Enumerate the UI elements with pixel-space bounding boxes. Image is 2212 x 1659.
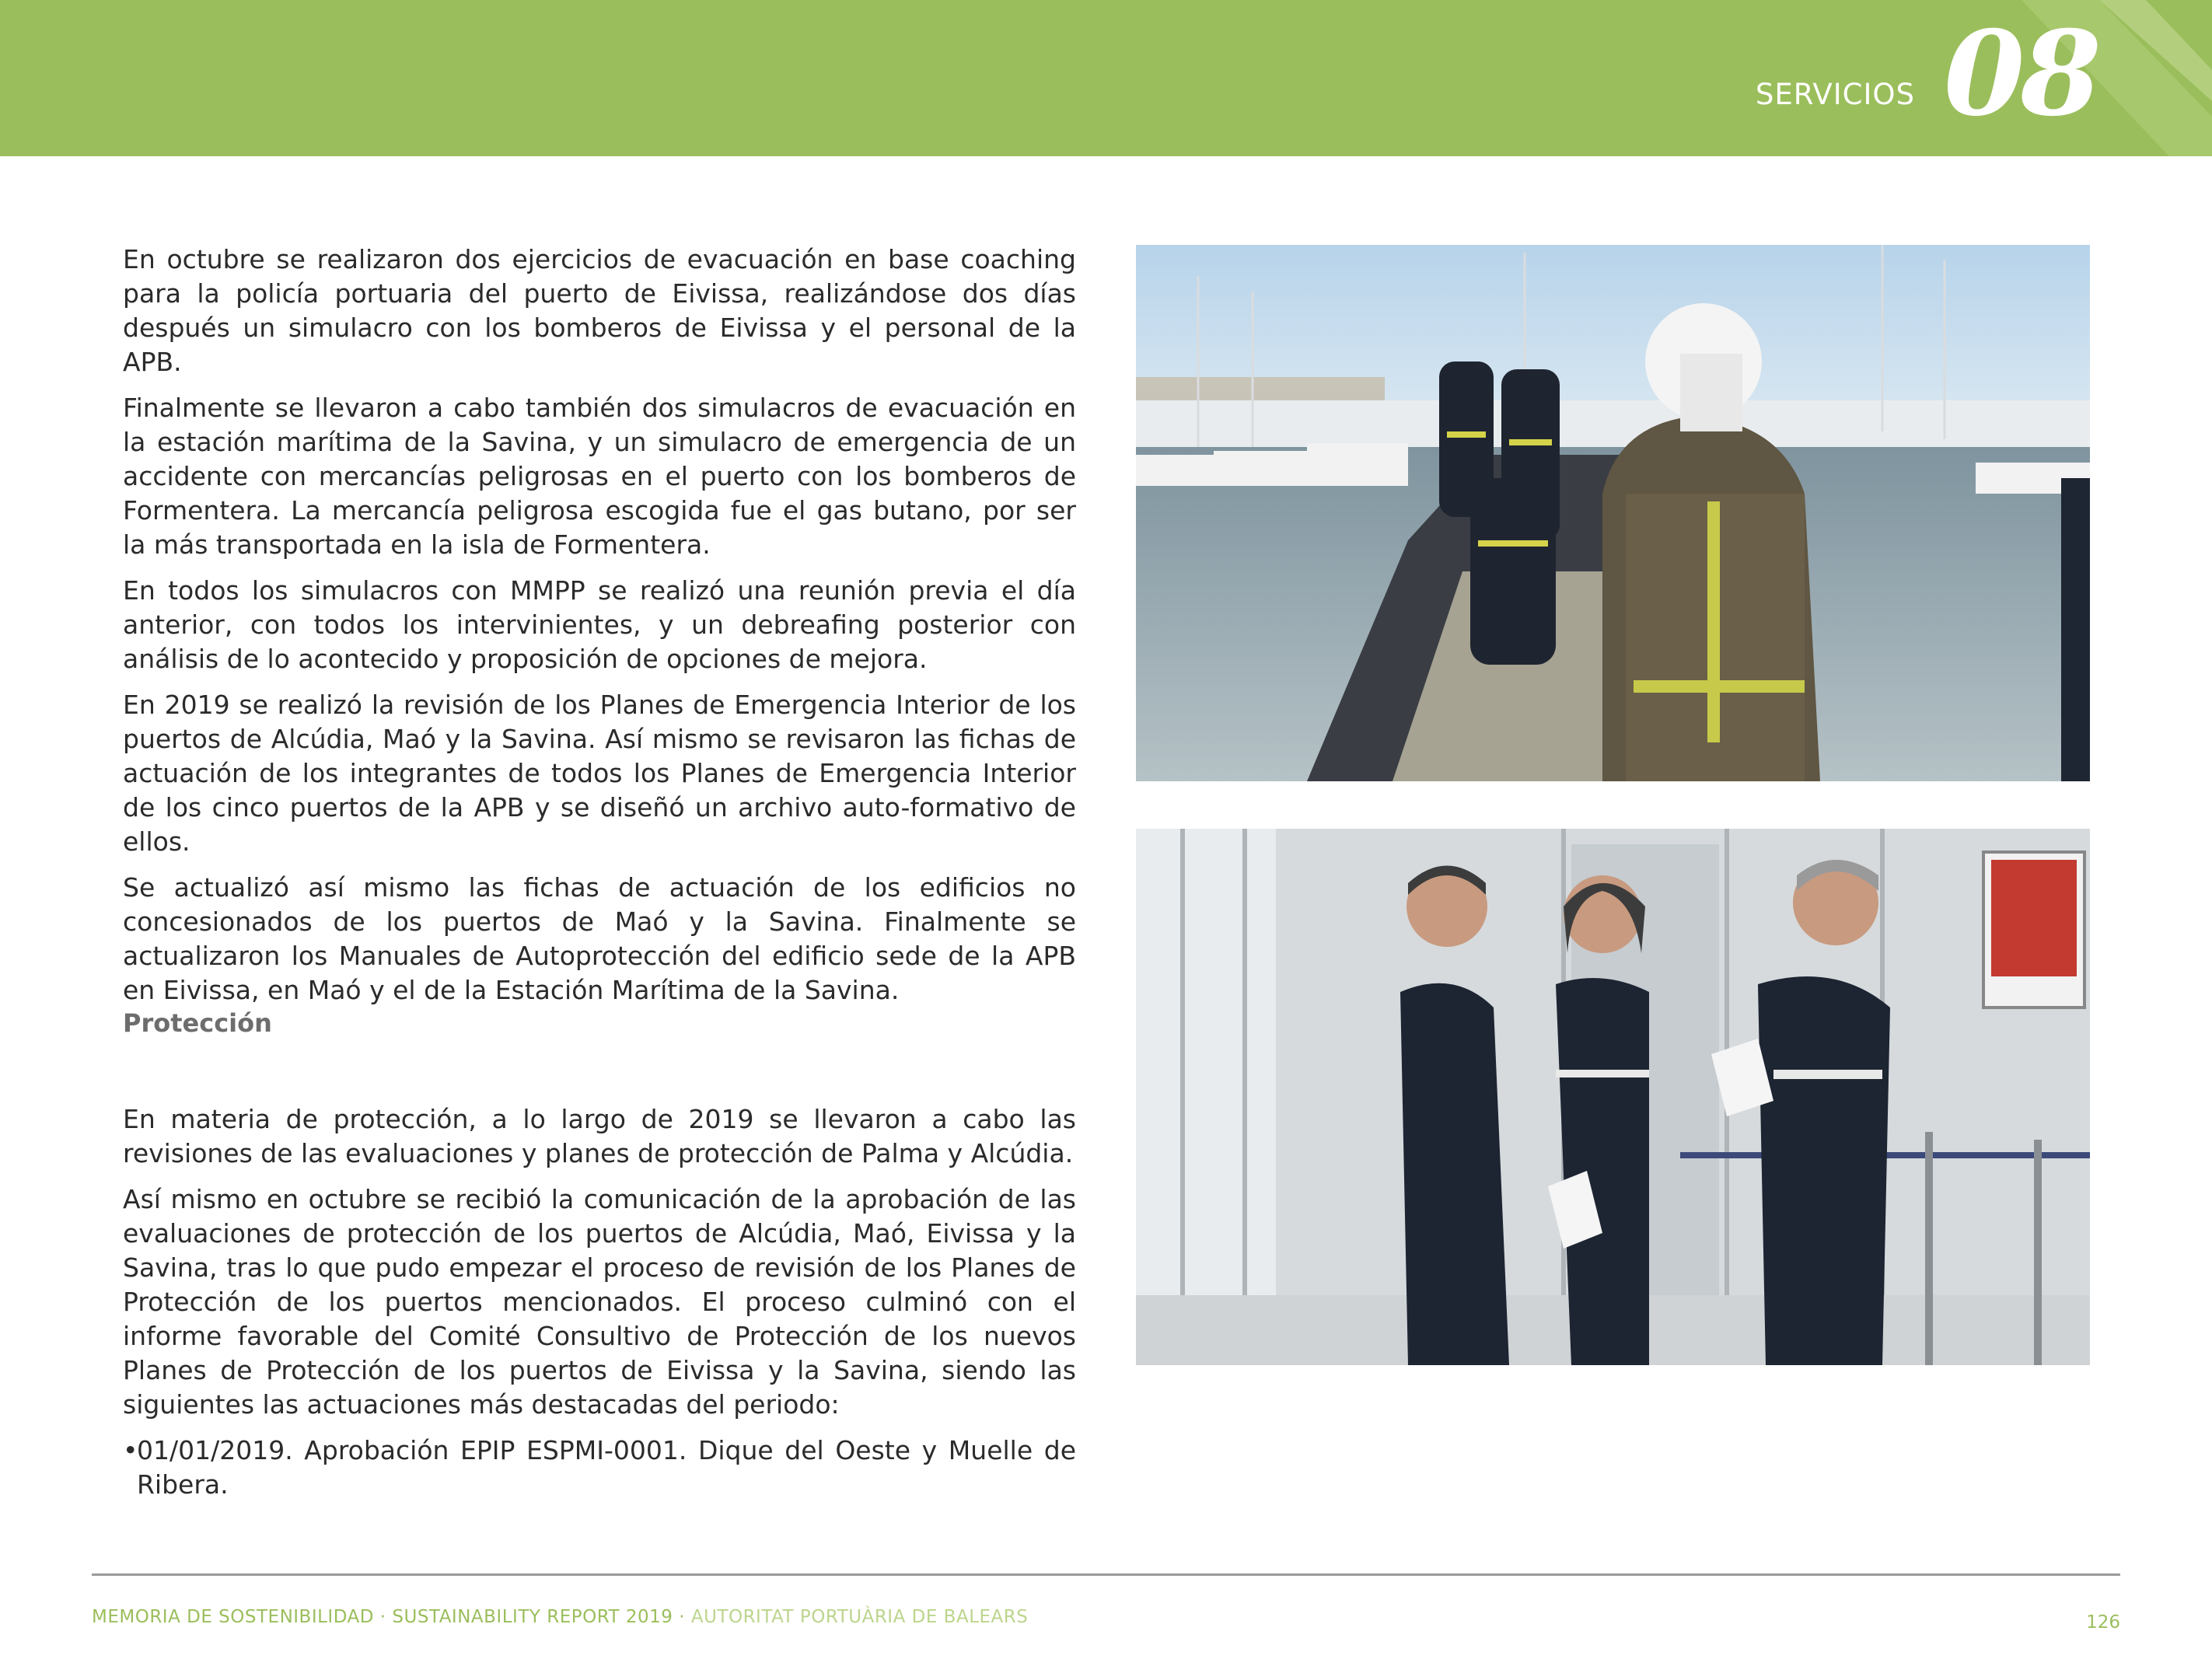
footer-rule	[92, 1573, 2120, 1576]
footer-text	[92, 1607, 1028, 1627]
body-text-block-1	[123, 243, 1076, 1019]
section-title: SERVICIOS	[1755, 78, 1915, 111]
paragraph: Así mismo en octubre se recibió la comunicación de la aprobación de las evaluaciones de protección de los puertos de Alcúdia, Maó, Eivissa y la Savina, tras lo que pudo empezar el proceso de revisión de los Planes de Protección de los puertos mencionados. El proceso culminó con el informe favorable del Comité Consultivo de Protección de los nuevos Planes de Protección de los puertos de Eivissa y la Savina, siendo las siguientes las actuaciones más destacadas del periodo:	[123, 1184, 1076, 1420]
section-number: 08	[1944, 5, 2097, 142]
paragraph: En todos los simulacros con MMPP se realizó una reunión previa el día anterior, con todos los intervinientes, y un debreafing posterior con análisis de lo acontecido y proposición de opciones de mejora.	[123, 575, 1076, 674]
body-text-block-2	[123, 1102, 1076, 1502]
footer-report-title: MEMORIA DE SOSTENIBILIDAD · SUSTAINABILITY REPORT 2019 ·	[92, 1607, 691, 1627]
paragraph: Finalmente se llevaron a cabo también dos simulacros de evacuación en la estación marítima de la Savina, y un simulacro de emergencia de un accidente con mercancías peligrosas en el puerto con los bomberos de Formentera. La mercancía peligrosa escogida fue el gas butano, por ser la más transportada en la isla de Formentera.	[123, 393, 1076, 560]
list-item	[123, 1434, 1076, 1502]
paragraph: En octubre se realizaron dos ejercicios de evacuación en base coaching para la policía portuaria del puerto de Eivissa, realizándose dos días después un simulacro con los bomberos de Eivissa y el personal de la APB.	[123, 244, 1076, 377]
section-heading: Protección	[123, 1008, 272, 1038]
header-band	[0, 0, 2212, 156]
paragraph: En materia de protección, a lo largo de 2019 se llevaron a cabo las revisiones de las evaluaciones y planes de protección de Palma y Alcúdia.	[123, 1104, 1076, 1168]
paragraph: En 2019 se realizó la revisión de los Planes de Emergencia Interior de los puertos de Alcúdia, Maó y la Savina. Así mismo se revisaron las fichas de actuación de los integrantes de todos los Planes de Emergencia Interior de los cinco puertos de la APB y se diseñó un archivo auto-formativo de ellos.	[123, 690, 1076, 857]
list-item-text: 01/01/2019. Aprobación EPIP ESPMI-0001. Dique del Oeste y Muelle de Ribera.	[137, 1435, 1076, 1500]
photo-port-police	[1136, 829, 2090, 1365]
paragraph: Se actualizó así mismo las fichas de actuación de los edificios no concesionados de los puertos de Maó y la Savina. Finalmente se actualizaron los Manuales de Autoprotección del edificio sede de la APB en Eivissa, en Maó y el de la Estación Marítima de la Savina.	[123, 872, 1076, 1005]
photo-firefighters-boat	[1136, 245, 2090, 781]
footer-organization: AUTORITAT PORTUÀRIA DE BALEARS	[690, 1607, 1029, 1627]
page-number: 126	[2086, 1612, 2120, 1633]
bullet-glyph: •	[123, 1435, 138, 1465]
